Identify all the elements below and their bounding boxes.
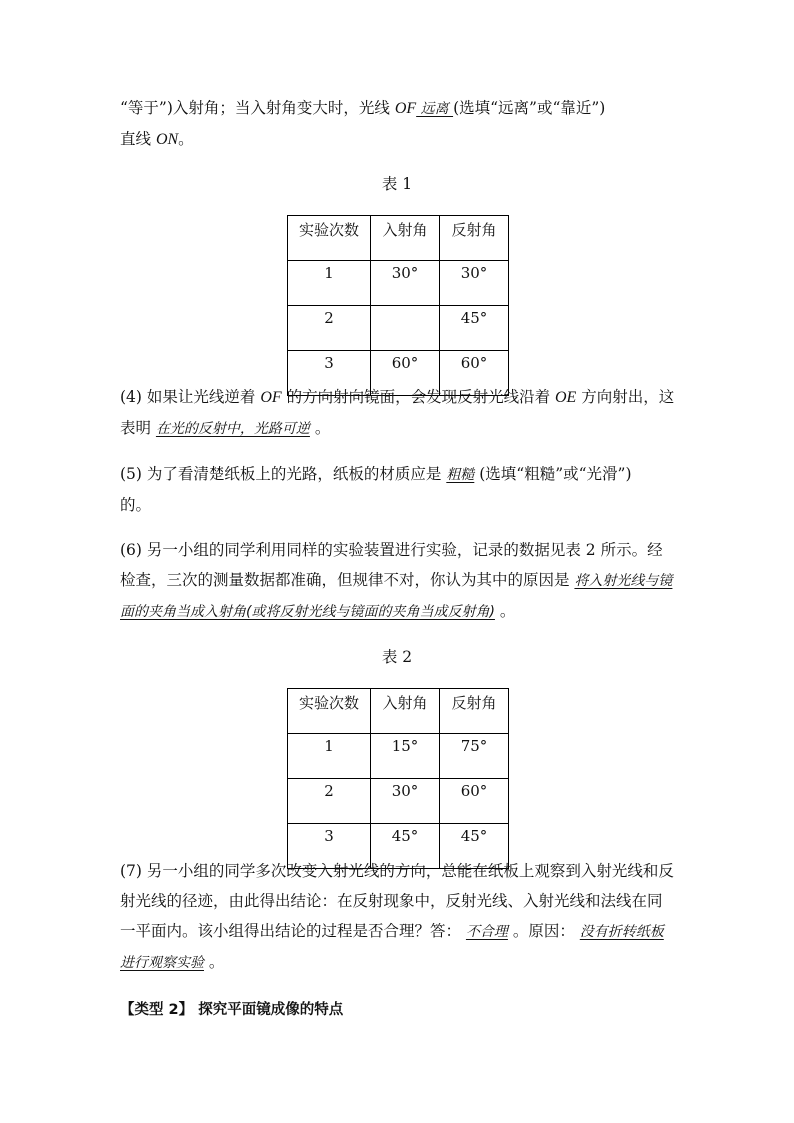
table1: [287, 215, 509, 396]
table-header-cell: 反射角: [440, 216, 509, 261]
section-tag: 【类型 2】: [120, 1002, 194, 1018]
section-title: 探究平面镜成像的特点: [193, 1002, 344, 1018]
answer-blank: 远离: [416, 101, 454, 117]
question-6: (6) 另一小组的同学利用同样的实验装置进行实验，记录的数据见表 2 所示。经检查，三次的测量数据都准确，但规律不对，你认为其中的原因是 将入射光线与镜面的夹角当成入射角(或将反射光线与镜面的夹角当成反射角) 。: [120, 541, 673, 620]
table-cell: 45°: [440, 306, 509, 351]
table-cell: 30°: [371, 779, 440, 824]
answer-blank: 在光的反射中，光路可逆: [155, 421, 310, 437]
answer-blank: 不合理: [465, 924, 508, 940]
table1-caption: 表 1: [381, 175, 413, 193]
table-cell: 1: [288, 261, 371, 306]
table-cell: 60°: [440, 351, 509, 396]
table-cell: 30°: [371, 261, 440, 306]
table-header-row: [288, 689, 509, 734]
table-cell: 75°: [440, 734, 509, 779]
section-heading: [120, 995, 676, 1025]
table-header-cell: 反射角: [440, 689, 509, 734]
question-7: (7) 另一小组的同学多次改变入射光线的方向，总能在纸板上观察到入射光线和反射光线的径迹，由此得出结论：在反射现象中，反射光线、入射光线和法线在同一平面内。该小组得出结论的过程是否合理？答： 不合理 。原因： 没有折转纸板进行观察实验 。: [120, 862, 674, 971]
table-cell: 60°: [371, 351, 440, 396]
answer-blank: 没有折转纸板进行观察实验: [120, 924, 664, 971]
var-on: ON: [155, 131, 179, 148]
table-cell: 2: [288, 779, 371, 824]
table-cell: 2: [288, 306, 371, 351]
var-of: OF: [394, 100, 417, 117]
table-header-cell: 入射角: [371, 216, 440, 261]
table-cell: 60°: [440, 779, 509, 824]
table2-caption: 表 2: [381, 648, 413, 666]
table-cell: 45°: [371, 824, 440, 869]
table-cell: 30°: [440, 261, 509, 306]
table-cell: 1: [288, 734, 371, 779]
paragraph-top: “等于”)入射角；当入射角变大时，光线 OF 远离 (选填“远离”或“靠近”) 直线 ON。: [120, 99, 606, 148]
table-cell: 3: [288, 824, 371, 869]
answer-blank: 粗糙: [446, 467, 475, 483]
table-row: [288, 734, 509, 779]
table-row: [288, 261, 509, 306]
table-cell: 45°: [440, 824, 509, 869]
table2: [287, 688, 509, 869]
table-header-row: [288, 216, 509, 261]
table-header-cell: 实验次数: [288, 689, 371, 734]
table-header-cell: 实验次数: [288, 216, 371, 261]
table-row: [288, 779, 509, 824]
table-row: [288, 306, 509, 351]
answer-blank: 将入射光线与镜面的夹角当成入射角(或将反射光线与镜面的夹角当成反射角): [120, 573, 673, 620]
question-5: (5) 为了看清楚纸板上的光路，纸板的材质应是 粗糙 (选填“粗糙”或“光滑”) 的。: [120, 465, 632, 514]
table-cell: 3: [288, 351, 371, 396]
table-header-cell: 入射角: [371, 689, 440, 734]
table-cell: 15°: [371, 734, 440, 779]
table-cell: [371, 306, 440, 351]
question-4: (4) 如果让光线逆着 OF 的方向射向镜面，会发现反射光线沿着 OE 方向射出，这 表明 在光的反射中，光路可逆 。: [120, 388, 675, 437]
